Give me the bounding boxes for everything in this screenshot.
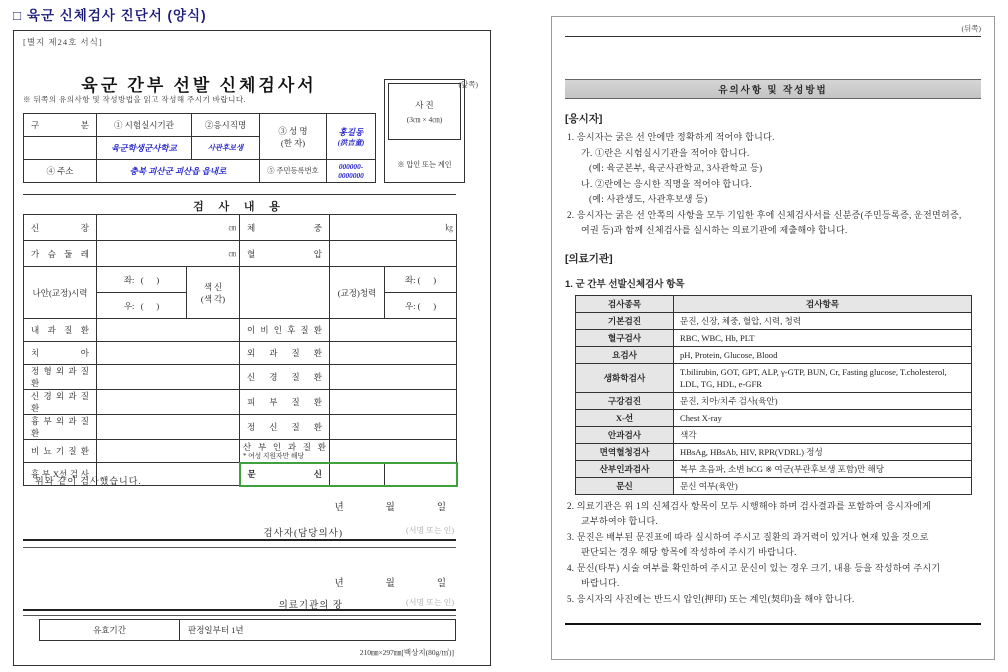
photo-frame[interactable] [388,83,461,140]
photo-box [384,79,465,183]
medical-instructions [565,499,981,608]
disease-value-field[interactable] [97,440,240,463]
instruction-line: 4. 문신(타투) 시술 여부를 확인하여 주시고 문신이 있는 경우 크기, 내용 등을 작성하여 주시기 [567,562,941,573]
disease-label: 내 과 질 환 [24,319,97,342]
exam-items-cell: 색각 [674,426,972,443]
stamp-note: ※ 압인 또는 계인 [397,161,452,169]
exam-content-table [23,214,458,487]
applicant-info-table [23,113,376,183]
measure-value-field[interactable] [330,241,457,267]
exam-category-header: 검사종목 [576,295,674,312]
rrn-field[interactable]: 000000-0000000 [327,160,376,183]
examiner-sign-note: (서명 또는 인) [406,526,454,535]
disease-value-field[interactable] [97,342,240,365]
form-number: [별지 제24호 서식] [23,37,103,47]
top-rule [565,36,981,37]
instruction-line: 가. ①란은 시험실시기관을 적어야 합니다. [581,147,750,158]
exam-items-cell: 문진, 신장, 체중, 혈압, 시력, 청력 [674,312,972,329]
date-line-director[interactable]: 년 월 일 [334,579,446,589]
exam-category-cell: 구강검진 [576,392,674,409]
back-side-label: (뒤쪽) [961,24,981,33]
form-back-page [551,16,995,660]
validity-value: 판정일부터 1년 [180,620,456,641]
measure-label: 혈 압 [240,241,330,267]
disease-label: 이 비 인 후 질 환 [240,319,330,342]
name-label: ③ 성 명 (한 자) [260,114,327,160]
rule-thick-1 [23,539,456,541]
instruction-line: (예: 육군본부, 육군사관학교, 3사관학교 등) [589,163,763,173]
vision-left-field[interactable]: 좌: ( ) [97,267,187,293]
disease-label: 문 신 [240,463,330,486]
exam-category-cell: 산부인과검사 [576,460,674,477]
exam-category-cell: 요검사 [576,346,674,363]
applicant-section-header: [응시자] [565,113,603,125]
measure-value-field[interactable]: ㎝ [97,215,240,241]
measure-value-field[interactable]: ㎏ [330,215,457,241]
medical-section-header: [의료기관] [565,252,613,265]
disease-label: 비 뇨 기 질 환 [24,440,97,463]
date-line-examiner[interactable]: 년 월 일 [334,503,446,513]
exam-category-cell: 문신 [576,477,674,494]
address-label: ④ 주소 [24,160,97,183]
address-field[interactable]: 충북 괴산군 괴산읍 읍내로 [97,160,260,183]
rrn-label: ⑤ 주민등록번호 [260,160,327,183]
exam-items-cell: pH, Protein, Glucose, Blood [674,346,972,363]
exam-items-cell: T.bilirubin, GOT, GPT, ALP, γ-GTP, BUN, Cr, Fasting glucose, T.cholesterol, LDL, TG, HDL, e-GFR [674,363,972,392]
instruction-line: 여권 등)과 함께 신체검사를 실시하는 의료기관에 제출해야 합니다. [581,225,848,235]
disease-value-field[interactable] [385,463,457,486]
form-front-page [13,30,491,666]
disease-label: 정 형 외 과 질 환 [24,365,97,390]
form-title-note: ※ 뒤쪽의 유의사항 및 작성방법을 읽고 작성해 주시기 바랍니다. [23,95,246,104]
paper-spec: 210㎜×297㎜[백상지(80g/㎡)] [359,648,454,657]
instruction-line: 2. 의료기관은 위 1의 신체검사 항목이 모두 시행해야 하며 검사결과를 포함하여 응시자에게 [567,500,931,511]
instruction-line: 교부하여야 합니다. [581,516,659,526]
disease-value-field[interactable] [97,319,240,342]
disease-value-field[interactable] [330,415,457,440]
director-label: 의료기관의 장 [278,601,343,611]
exam-category-cell: 기본검진 [576,312,674,329]
rule-thin-1 [23,547,456,548]
validity-table [39,619,456,641]
gubun-label: 구 분 [24,114,97,137]
vision-rows [24,267,457,319]
section-divider [23,194,456,195]
disease-rows [24,319,457,486]
disease-value-field[interactable] [330,342,457,365]
form-title: 육군 간부 선발 신체검사서 [81,76,317,95]
examiner-label: 검사자(담당의사) [263,529,343,539]
doc-heading: □ 육군 신체검사 진단서 (양식) [13,8,207,23]
disease-label: 흉 부 외 과 질 환 [24,415,97,440]
photo-label: 사 진 [415,99,434,110]
exam-items-table [575,295,972,495]
confirm-statement: 위와 같이 검사했습니다. [35,476,142,486]
applicant-instructions [565,130,981,239]
exam-category-cell: 안과검사 [576,426,674,443]
disease-value-field[interactable] [330,390,457,415]
name-field[interactable]: 홍길동 (洪吉童) [327,114,376,160]
disease-label: 신 경 외 과 질 환 [24,390,97,415]
disease-value-field[interactable] [330,440,457,463]
hearing-right-field[interactable]: 우: ( ) [385,293,457,319]
instruction-line: 1. 응시자는 굵은 선 안에만 정확하게 적어야 합니다. [567,132,775,142]
instruction-line: (예: 사관생도, 사관후보생 등) [589,194,708,204]
rule-thin-2 [23,615,456,616]
exam-agency-label: ① 시험실시기관 [97,114,192,137]
disease-value-field[interactable] [330,319,457,342]
hearing-label: (교정)청력 [330,267,385,319]
disease-label: 산 부 인 과 질 환 * 여성 지원자만 해당 [240,440,330,463]
position-label: ②응시직명 [192,114,260,137]
disease-label: 피 부 질 환 [240,390,330,415]
front-side-label: (앞쪽) [458,80,478,89]
measure-label: 체 중 [240,215,330,241]
notes-banner: 유의사항 및 작성방법 [565,79,981,99]
exam-items-cell: RBC, WBC, Hb, PLT [674,329,972,346]
disease-value-field[interactable] [97,415,240,440]
disease-value-field[interactable] [97,365,240,390]
color-vision-label: 색 신 (색 각) [187,267,240,319]
disease-value-field[interactable] [330,463,385,486]
instruction-line: 3. 문진은 배부된 문진표에 따라 실시하여 주시고 질환의 과거력이 있거나 현재 있을 것으로 [567,531,929,542]
instruction-line: 판단되는 경우 해당 항목에 작성하여 주시기 바랍니다. [581,547,797,557]
photo-size: (3㎝ × 4㎝) [406,114,443,124]
instruction-line: 바랍니다. [581,578,620,588]
exam-items-cell: HBsAg, HBsAb, HIV, RPR(VDRL) 정성 [674,443,972,460]
exam-category-cell: 면역혈청검사 [576,443,674,460]
exam-items-table-title: 1. 군 간부 선발신체검사 항목 [565,278,685,290]
vision-right-field[interactable]: 우: ( ) [97,293,187,319]
instruction-line: 2. 응시자는 굵은 선 안쪽의 사항을 모두 기입한 후에 신체검사서를 신분증(주민등록증, 운전면허증, [567,209,962,220]
disease-label: 신 경 질 환 [240,365,330,390]
exam-items-header: 검사항목 [674,295,972,312]
validity-label: 유효기간 [40,620,180,641]
disease-value-field[interactable] [330,365,457,390]
exam-category-cell: 생화학검사 [576,363,674,392]
bottom-rule [565,623,981,625]
disease-label: 정 신 질 환 [240,415,330,440]
exam-items-cell: 문신 여부(육안) [674,477,972,494]
gubun-blank[interactable] [24,137,97,160]
measure-label: 신 장 [24,215,97,241]
director-sign-note: (서명 또는 인) [406,598,454,607]
exam-category-cell: X-선 [576,409,674,426]
rule-thick-2 [23,609,456,611]
disease-label: 흉 부 X선 검 사 [24,463,97,486]
instruction-line: 5. 응시자의 사진에는 반드시 압인(押印) 또는 계인(契印)을 해야 합니다. [567,593,855,604]
measure-label: 가 슴 둘 레 [24,241,97,267]
hearing-left-field[interactable]: 좌: ( ) [385,267,457,293]
exam-section-title: 검 사 내 용 [193,201,286,213]
exam-category-cell: 혈구검사 [576,329,674,346]
exam-items-cell: 문진, 치아/치주 검사(육안) [674,392,972,409]
position-field[interactable]: 사관후보생 [192,137,260,160]
instruction-line: 나. ②란에는 응시한 직명을 적어야 합니다. [581,178,753,189]
color-vision-field[interactable] [240,267,330,319]
exam-items-rows [576,312,972,494]
disease-label: 외 과 질 환 [240,342,330,365]
exam-agency-field[interactable]: 육군학생군사학교 [97,137,192,160]
disease-value-field[interactable] [97,390,240,415]
exam-items-cell: 복부 초음파, 소변 hCG ※ 여군(부관후보생 포함)만 해당 [674,460,972,477]
exam-items-cell: Chest X-ray [674,409,972,426]
measure-value-field[interactable]: ㎝ [97,241,240,267]
measure-rows [24,215,457,267]
vision-label: 나안(교정)시력 [24,267,97,319]
disease-label: 치 아 [24,342,97,365]
